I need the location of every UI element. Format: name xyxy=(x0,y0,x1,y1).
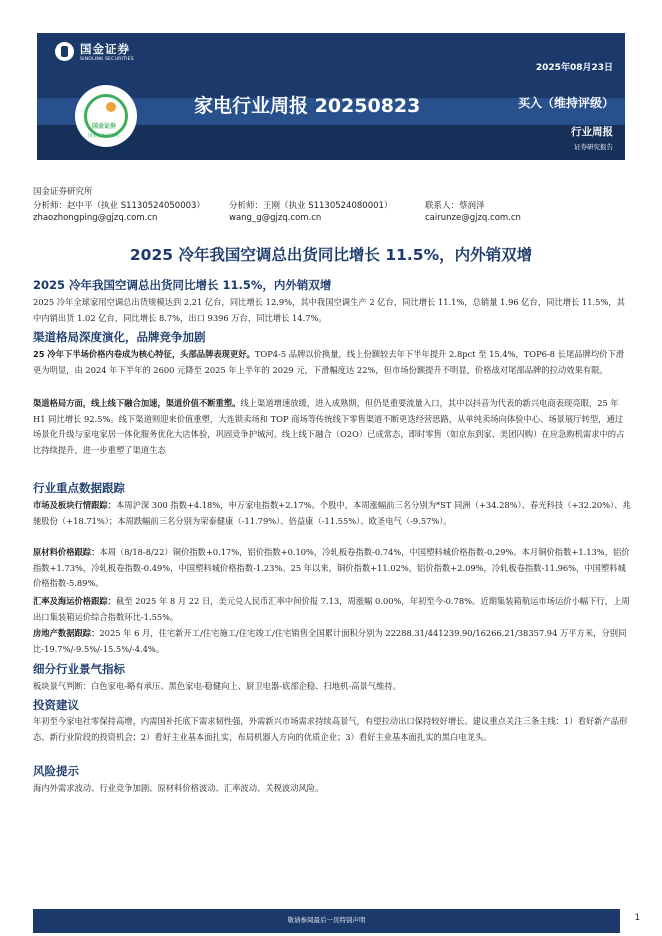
report-title: 家电行业周报 20250823 xyxy=(194,95,421,117)
analyst-2-name: 王刚（执业 S1130524080001） xyxy=(263,201,393,211)
paragraph-channel xyxy=(33,396,631,458)
paragraph-raw-materials xyxy=(33,545,631,592)
lead-market: 市场及板块行情跟踪： xyxy=(33,500,116,510)
body-fx-shipping: 截至 2025 年 8 月 22 日，美元兑人民币汇率中间价报 7.13，周涨幅 0.00%，年初至今-0.78%。近期集装箱航运市场运价小幅下行，上周出口集装箱运价综合指数环比-1.55%。 xyxy=(33,596,630,622)
paragraph-real-estate xyxy=(33,626,631,657)
body-market: 本周沪深 300 指数+4.18%，申万家电指数+2.17%。个股中，本周涨幅前三名分别为*ST 同洲（+34.28%）、春光科技（+32.20%）、兆驰股份（+18.71%）；本周跌幅前三名分别为荣泰健康（-11.79%）、倍益康（-11.55%）、欧圣电气（-9.57%）。 xyxy=(33,500,631,526)
contact-label: 联系人： xyxy=(425,201,460,211)
sinolink-logo-icon xyxy=(55,42,74,61)
report-subtype: 证券研究报告 xyxy=(574,143,613,151)
analyst-1-label: 分析师： xyxy=(33,201,68,211)
section-title-shipments: 2025 冷年我国空调总出货同比增长 11.5%，内外销双增 xyxy=(33,278,332,292)
footer-bar xyxy=(33,909,620,933)
footer-disclaimer[interactable]: 敬请参阅最后一页特别声明 xyxy=(287,916,366,924)
analyst-1 xyxy=(33,199,205,211)
body-raw-materials: 本周（8/18-8/22）铜价指数+0.17%，铝价指数+0.10%，冷轧板卷指数-0.74%，中国塑料城价格指数-0.29%。本月铜价指数+1.13%，铝价指数+1.73%，冷轧板卷指数-0.49%，中国塑料城价格指数-1.23%。25 年以来，铜价指数+11.02%，铝价指数+2.09%，冷轧板卷指数-11.96%，中国塑料城价格指数-5.89%。 xyxy=(33,547,630,588)
body-price-war: TOP4-5 品牌以价换量，线上份额较去年下半年提升 2.8pct 至 15.4%，TOP6-8 长尾品牌均价下滑更为明显，由 2024 年下半年的 2600 元降至 2025 年上半年的 2029 元，下滑幅度达 22%，但市场份额提升不明显，价格战对尾部品牌的拉动效果有限。 xyxy=(33,349,625,375)
contact xyxy=(425,199,485,211)
paragraph-market xyxy=(33,498,631,529)
paragraph-investment: 年初至今家电社零保持高增，内需国补托底下需求韧性强，外需新兴市场需求持续高景气，有望拉动出口保持较好增长。建议重点关注三条主线：1）看好新产品形态、新行业阶段的投资机会；2）看好主业基本面扎实，布局机器人方向的优质企业；3）看好主业基本面扎实的黑白电龙头。 xyxy=(33,716,628,742)
body-channel: 线上渠道增速放缓，进入成熟期，但仍是重要流量入口，其中以抖音为代表的新兴电商表现亮眼，25 年 H1 同比增长 92.5%。线下渠道则迎来价值重塑，大连锁卖场和 TOP 商场等传统线下零售渠道不断更迭经营思路，从单纯卖场向体验中心、场景展厅转型，通过场景化升级与家电家居一体化服务优化大店体验，巩固竞争护城河。线上线下融合（O2O）已成常态，即时零售（如京东到家、美团闪购）在应急购机需求中的占比持续提升，进一步重塑了渠道生态 xyxy=(33,398,625,455)
logo-text-en: SINOLINK SECURITIES xyxy=(80,57,134,62)
paragraph-risk: 海内外需求波动、行业竞争加剧、原材料价格波动、汇率波动、关税波动风险。 xyxy=(33,783,324,793)
analyst-2-email[interactable]: wang_g@gjzq.com.cn xyxy=(229,213,322,223)
seal-text-cn: 国金证券 xyxy=(92,123,117,130)
page-number: 1 xyxy=(634,913,640,923)
report-type: 行业周报 xyxy=(571,126,613,138)
lead-price-war: 25 冷年下半场价格内卷成为核心特征，头部品牌表现更好。 xyxy=(33,349,255,359)
seal-dot-icon xyxy=(106,102,116,112)
paragraph-price-war xyxy=(33,347,631,378)
paragraph-shipments: 2025 冷年全球家用空调总出货规模达到 2.21 亿台，同比增长 12.9%，其中我国空调生产 2 亿台，同比增长 11.1%，总销量 1.96 亿台，同比增长 11.5%，其中内销出货 1.02 亿台，同比增长 8.7%，出口 9396 万台，同比增长 14.7%。 xyxy=(33,297,625,323)
section-title-investment: 投资建议 xyxy=(33,698,79,712)
analyst-1-name: 赵中平（执业 S1130524050003） xyxy=(67,201,205,211)
report-date: 2025年08月23日 xyxy=(535,63,613,73)
lead-real-estate: 房地产数据跟踪： xyxy=(33,628,100,638)
rating-label: 买入（维持评级） xyxy=(517,96,614,110)
section-title-prosperity: 细分行业景气指标 xyxy=(33,662,125,676)
section-title-risk: 风险提示 xyxy=(33,764,79,778)
section-title-data-tracking: 行业重点数据跟踪 xyxy=(33,481,125,495)
section-title-channel: 渠道格局深度演化，品牌竞争加剧 xyxy=(33,330,206,344)
logo-text-cn: 国金证券 xyxy=(80,42,130,56)
contact-name: 蔡润泽 xyxy=(459,201,485,211)
lead-fx-shipping: 汇率及海运价格跟踪： xyxy=(33,596,116,606)
analyst-1-email[interactable]: zhaozhongping@gjzq.com.cn xyxy=(33,213,158,223)
seal-ring xyxy=(84,94,128,138)
seal-text: 国金证券研究所 xyxy=(88,134,120,139)
lead-raw-materials: 原材料价格跟踪： xyxy=(33,547,100,557)
institute-name: 国金证券研究所 xyxy=(33,187,93,197)
analyst-2 xyxy=(229,199,392,211)
institute-seal-icon xyxy=(75,85,137,147)
contact-email[interactable]: cairunze@gjzq.com.cn xyxy=(425,213,521,223)
paragraph-fx-shipping xyxy=(33,594,631,625)
analyst-2-label: 分析师： xyxy=(229,201,264,211)
paragraph-prosperity: 板块景气判断：白色家电-略有承压、黑色家电-稳健向上、厨卫电器-底部企稳、扫地机-高景气维持。 xyxy=(33,681,401,691)
main-headline: 2025 冷年我国空调总出货同比增长 11.5%，内外销双增 xyxy=(129,246,533,264)
body-real-estate: 2025 年 6 月，住宅新开工/住宅施工/住宅竣工/住宅销售全国累计面积分别为 22288.31/441239.90/16266.21/38357.94 万平方米，分别同比-19.7%/-9.5%/-15.5%/-4.4%。 xyxy=(33,628,627,654)
lead-channel: 渠道格局方面，线上线下融合加速，渠道价值不断重塑。 xyxy=(33,398,241,408)
